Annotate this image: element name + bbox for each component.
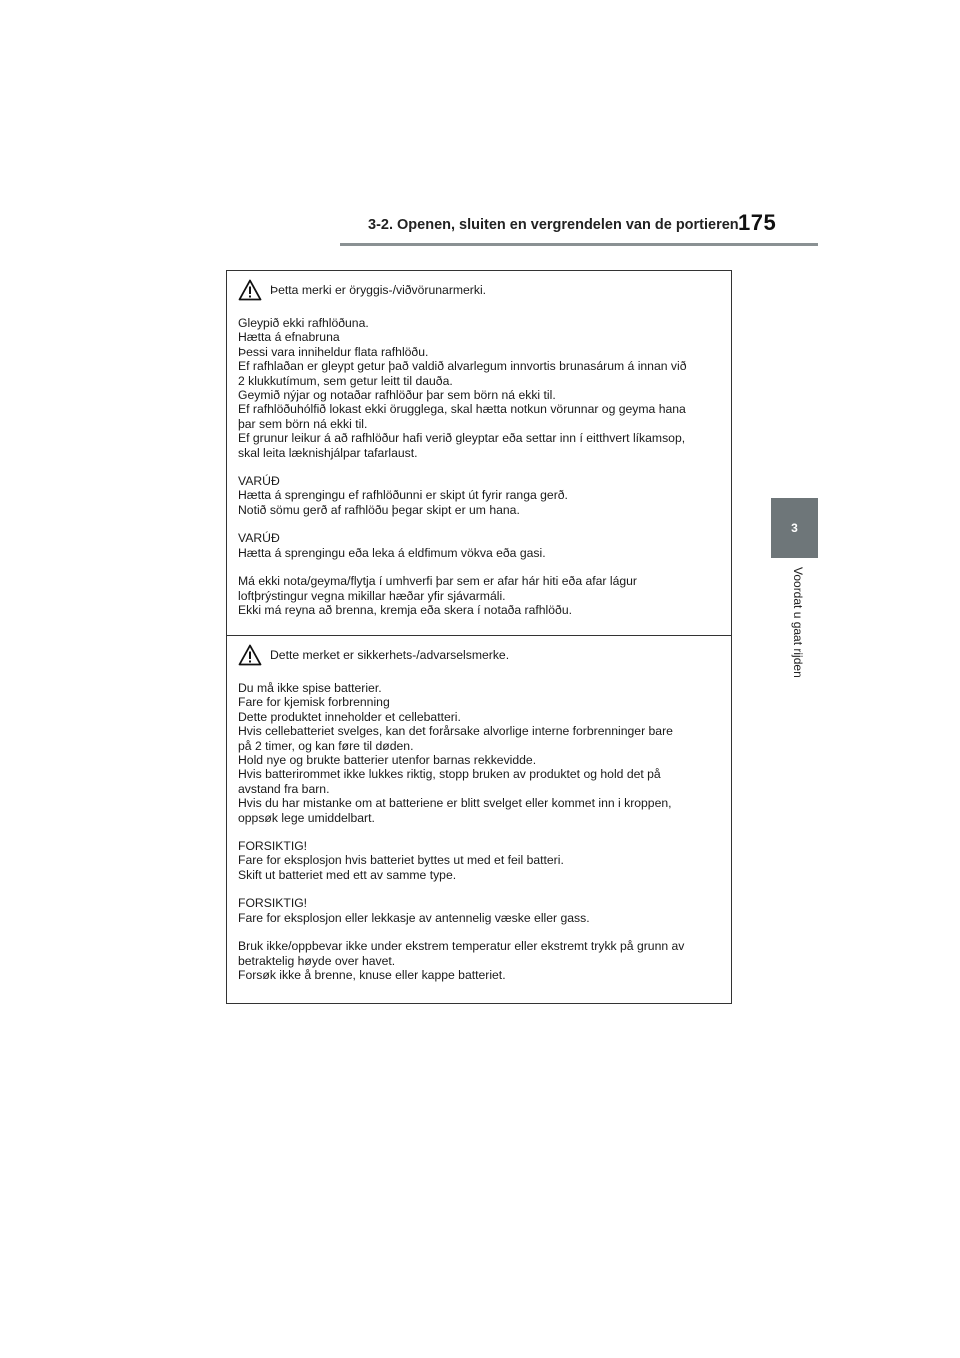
text-line: Hvis batterirommet ikke lukkes riktig, stopp bruken av produktet og hold det på xyxy=(238,767,661,782)
text-line: Hætta á sprengingu ef rafhlöðunni er skipt út fyrir ranga gerð. xyxy=(238,488,568,503)
text-line: FORSIKTIG! xyxy=(238,839,308,854)
text-line: Bruk ikke/oppbevar ikke under ekstrem temperatur eller ekstremt trykk på grunn av xyxy=(238,939,685,954)
text-line: Hvis cellebatteriet svelges, kan det forårsake alvorlige interne forbrenninger bare xyxy=(238,724,673,739)
page-number: 175 xyxy=(738,210,777,235)
text-line: Fare for kjemisk forbrenning xyxy=(238,695,390,710)
text-line: skal leita læknishjálpar tafarlaust. xyxy=(238,445,418,460)
icelandic-warning-title: Þetta merki er öryggis-/viðvörunarmerki. xyxy=(270,283,487,297)
text-line: Skift ut batteriet med ett av samme type. xyxy=(238,867,457,882)
warning-triangle-icon xyxy=(238,279,262,301)
icelandic-paragraph-3 xyxy=(238,531,721,560)
warning-triangle-icon xyxy=(238,644,262,666)
text-line: Ekki má reyna að brenna, kremja eða skera í notaða rafhlöðu. xyxy=(238,602,572,617)
text-line: på 2 timer, og kan føre til døden. xyxy=(238,738,414,753)
icelandic-paragraph-2 xyxy=(238,474,721,517)
icelandic-warning-section xyxy=(227,271,731,635)
text-line: Fare for eksplosjon eller lekkasje av antennelig væske eller gass. xyxy=(238,910,590,925)
chapter-number: 3 xyxy=(791,521,798,535)
text-line: VARÚÐ xyxy=(238,474,280,489)
text-line: Ef rafhlaðan er gleypt getur það valdið alvarlegum innvortis brunasárum á innan við xyxy=(238,359,687,374)
text-line: Dette produktet inneholder et cellebatteri. xyxy=(238,709,461,724)
norwegian-warning-title: Dette merket er sikkerhets-/advarselsmerke. xyxy=(270,648,510,662)
text-line: Hvis du har mistanke om at batteriene er blitt svelget eller kommet inn i kroppen, xyxy=(238,796,672,811)
header-divider xyxy=(340,243,818,246)
text-line: 2 klukkutímum, sem getur leitt til dauða. xyxy=(238,373,453,388)
chapter-tab xyxy=(771,498,818,558)
icelandic-warning-heading xyxy=(238,279,721,301)
text-line: Hold nye og brukte batterier utenfor barnas rekkevidde. xyxy=(238,753,537,768)
warning-box xyxy=(226,270,732,1004)
norwegian-paragraph-4 xyxy=(238,939,721,982)
text-line: avstand fra barn. xyxy=(238,781,330,796)
text-line: FORSIKTIG! xyxy=(238,896,308,911)
text-line: Þessi vara inniheldur flata rafhlöðu. xyxy=(238,344,429,359)
text-line: Ef grunur leikur á að rafhlöður hafi verið gleyptar eða settar inn í eitthvert líkamsop, xyxy=(238,431,686,446)
icelandic-paragraph-1 xyxy=(238,316,721,460)
text-line: Gleypið ekki rafhlöðuna. xyxy=(238,316,369,330)
norwegian-warning-heading xyxy=(238,644,721,666)
text-line: loftþrýstingur vegna mikillar hæðar yfir sjávarmáli. xyxy=(238,588,506,603)
text-line: Geymið nýjar og notaðar rafhlöður þar sem börn ná ekki til. xyxy=(238,388,556,403)
text-line: Hætta á efnabruna xyxy=(238,330,340,345)
text-line: oppsøk lege umiddelbart. xyxy=(238,810,375,825)
norwegian-paragraph-2 xyxy=(238,839,721,882)
text-line: betraktelig høyde over havet. xyxy=(238,953,396,968)
icelandic-paragraph-4 xyxy=(238,574,721,617)
text-line: Du må ikke spise batterier. xyxy=(238,681,382,695)
text-line: Notið sömu gerð af rafhlöðu þegar skipt er um hana. xyxy=(238,502,520,517)
text-line: Ef rafhlöðuhólfið lokast ekki örugglega, skal hætta notkun vörunnar og geyma hana xyxy=(238,402,686,417)
text-line: Má ekki nota/geyma/flytja í umhverfi þar sem er afar hár hiti eða afar lágur xyxy=(238,574,637,589)
text-line: Forsøk ikke å brenne, knuse eller kappe batteriet. xyxy=(238,967,506,982)
norwegian-paragraph-3 xyxy=(238,896,721,925)
text-line: VARÚÐ xyxy=(238,531,280,546)
text-line: Fare for eksplosjon hvis batteriet byttes ut med et feil batteri. xyxy=(238,853,564,868)
section-header-title: 3-2. Openen, sluiten en vergrendelen van de portieren xyxy=(368,217,739,233)
text-line: þar sem börn ná ekki til. xyxy=(238,416,368,431)
chapter-side-label: Voordat u gaat rijden xyxy=(791,567,805,678)
text-line: Hætta á sprengingu eða leka á eldfimum vökva eða gasi. xyxy=(238,545,546,560)
norwegian-warning-section xyxy=(227,635,731,1003)
norwegian-paragraph-1 xyxy=(238,681,721,825)
